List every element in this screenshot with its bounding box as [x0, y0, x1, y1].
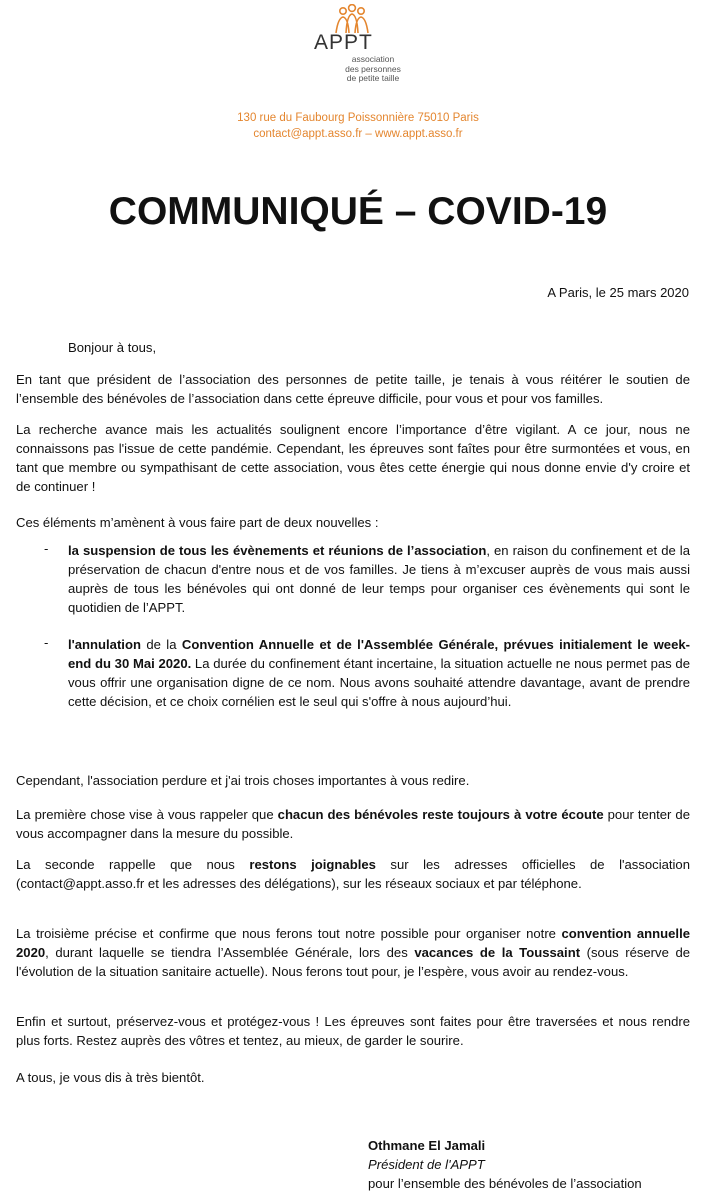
- bullet-dash: -: [44, 541, 49, 556]
- text-run: , durant laquelle se tiendra l’Assemblée Générale, lors des: [45, 945, 415, 960]
- bullet-bold: l'annulation: [68, 637, 141, 652]
- bullet-dash: -: [44, 635, 49, 650]
- bullet-bold: Convention Annuelle et de l'Assemblée Générale, prévues initialement le week-end du 30 Mai 2020.: [68, 637, 690, 671]
- paragraph-4: Cependant, l'association perdure et j'ai trois choses importantes à vous redire.: [16, 773, 470, 788]
- text-run: La troisième précise et confirme que nous ferons tout notre possible pour organiser notre: [16, 926, 562, 941]
- bullet-item-suspension: [68, 541, 690, 617]
- bullet-text: , en raison du confinement et de la préservation de chacun d'entre nous et de vos familles. Je tiens à m’excuser auprès de vous mais aussi auprès de tous les bénévoles qui ont donné de leur temps pour organiser ces évènements qui sont le quotidien de l’APPT.: [68, 543, 690, 615]
- paragraph-8: Enfin et surtout, préservez-vous et protégez-vous ! Les épreuves sont faites pour être traversées et nous rendre plus forts. Restez auprès des vôtres et tentez, au mieux, de garder le sourire.: [16, 1014, 690, 1048]
- signature-line: pour l’ensemble des bénévoles de l’association: [368, 1176, 642, 1191]
- logo-subtitle: [340, 55, 406, 84]
- text-run: (sous réserve de l'évolution de la situation sanitaire actuelle). Nous ferons tout pour, je l’espère, vous avoir au rendez-vous.: [16, 945, 691, 979]
- paragraph-5: [16, 805, 690, 843]
- logo-title: APPT: [314, 31, 373, 54]
- signature-role: Président de l'APPT: [368, 1157, 485, 1172]
- paragraph-6: [16, 855, 690, 893]
- logo-sub-line: de petite taille: [346, 73, 400, 83]
- paragraph-7: [16, 924, 690, 981]
- greeting: Bonjour à tous,: [68, 340, 157, 355]
- paragraph-9: A tous, je vous dis à très bientôt.: [16, 1070, 205, 1085]
- signature-block: [368, 1136, 642, 1193]
- logo-sub-line: des personnes: [345, 63, 401, 74]
- bullet-text: de la: [140, 637, 182, 652]
- logo-sub-line: association: [351, 54, 395, 64]
- paragraph-3: Ces éléments m’amènent à vous faire part de deux nouvelles :: [16, 515, 379, 530]
- paragraph-1: En tant que président de l’association des personnes de petite taille, je tenais à vous réitérer le soutien de l’ensemble des bénévoles de l’association dans cette épreuve difficile, pour vous et pour vos familles.: [16, 372, 690, 406]
- date-line: A Paris, le 25 mars 2020: [547, 285, 689, 300]
- contact-line: contact@appt.asso.fr – www.appt.asso.fr: [253, 128, 463, 140]
- bullet-bold: la suspension de tous les évènements et réunions de l’association: [68, 543, 487, 558]
- text-bold: vacances de la Toussaint: [414, 945, 581, 960]
- signature-name: Othmane El Jamali: [368, 1138, 486, 1153]
- postal-address: 130 rue du Faubourg Poissonnière 75010 Paris: [237, 112, 479, 124]
- text-bold: restons joignables: [249, 857, 376, 872]
- text-run: sur les adresses officielles de l'association (contact@appt.asso.fr et les adresses des délégations), sur les réseaux sociaux et par téléphone.: [16, 857, 690, 891]
- text-run: La première chose vise à vous rappeler que: [16, 807, 278, 822]
- bullet-item-cancellation: [68, 635, 690, 711]
- text-run: pour tenter de vous accompagner dans la mesure du possible.: [16, 807, 691, 841]
- people-logo-icon: [330, 4, 374, 34]
- page-title: COMMUNIQUÉ – COVID-19: [108, 190, 608, 233]
- text-run: La seconde rappelle que nous: [16, 857, 250, 872]
- text-bold: convention annuelle 2020: [16, 926, 690, 960]
- bullet-text: La durée du confinement étant incertaine, la situation actuelle ne nous permet pas de vous offrir une organisation digne de ce nom. Nous avons souhaité attendre davantage, avant de prendre cette décision, et ce choix cornélien est le seul qui s'offre à nous aujourd’hui.: [68, 656, 690, 709]
- text-bold: chacun des bénévoles reste toujours à votre écoute: [277, 807, 604, 822]
- paragraph-2: La recherche avance mais les actualités soulignent encore l’importance d’être vigilant. A ce jour, nous ne connaissons pas l'issue de cette pandémie. Cependant, les épreuves sont faîtes pour être surmontées et vous, en tant que membre ou sympathisant de cette association, vous êtes cette énergie qui nous donne envie d'y croire et de continuer !: [16, 422, 690, 494]
